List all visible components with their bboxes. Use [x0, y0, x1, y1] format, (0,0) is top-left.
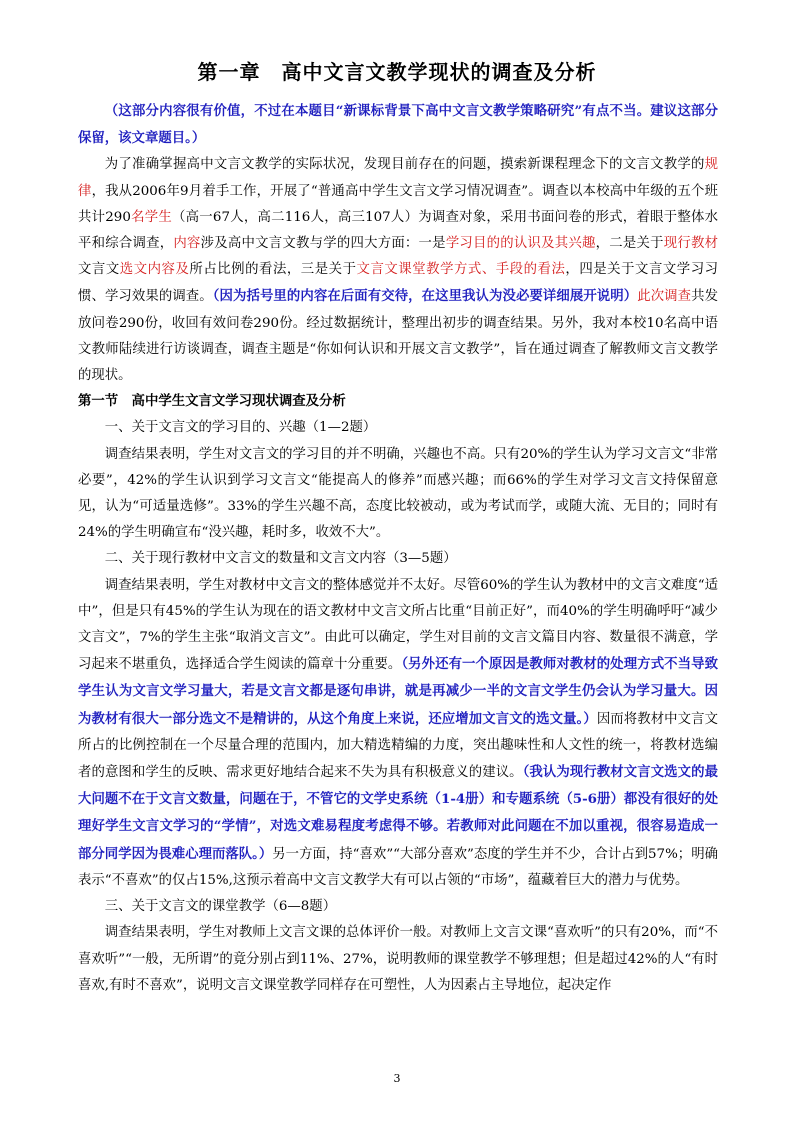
p1-highlight-teaching: 文言文课堂教学方式、手段的看法 — [356, 262, 566, 278]
document-body — [78, 98, 718, 999]
paragraph-sub3: 调查结果表明，学生对教师上文言文课的总体评价一般。对教师上文言文课“喜欢听”的只有20%，而“不喜欢听”“一般，无所谓”的竟分别占到11%、27%，说明教师的课堂教学不够理想；但是超过42%的人“有时喜欢,有时不喜欢”，说明文言文课堂教学同样存在可塑性，人为因素占主导地位，起决定作 — [78, 925, 718, 993]
subheading-3: 三、关于文言文的课堂教学（6—8题） — [104, 899, 337, 915]
sub2-note-1: （另外还有一个原因是教师对教材的处理方式不当导致学生认为文言文学习量大，若是文言文都是逐句串讲，就是再减少一半的文言文学生仍会认为学习量大。因为教材有很大一部分选文不是精讲的，从这个角度上来说，还应增加文言文的选文量。） — [78, 656, 718, 727]
intro-note — [78, 98, 718, 152]
p1-highlight-content: 内容 — [173, 236, 201, 252]
p1-note: （因为括号里的内容在后面有交待，在这里我认为没必要详细展开说明） — [212, 288, 638, 305]
p1-text-m: 所占比例的看法，三是关于 — [189, 262, 357, 278]
sub2-text-c: 另一方面，持“喜欢”“大部分喜欢”态度的学生并不少，合计占到57%；明确表示“不喜欢”的仅占15%,这预示着高中文言文教学大有可以占领的“市场”，蕴藏着巨大的潜力与优势。 — [78, 846, 718, 888]
p1-text-i: ，二是关于 — [595, 236, 664, 252]
p1-highlight-purpose: 学习目的的认识及其兴趣 — [445, 236, 596, 252]
paragraph-sub2 — [78, 573, 718, 894]
sub2-text-a: 调查结果表明，学生对教材中文言文的整体感觉并不太好。尽管60%的学生认为教材中的文言文难度“适中”，但是只有45%的学生认为现在的语文教材中文言文所占比重“目前正好”，而40%的学生明确呼吁“减少文言文”，7%的学生主张“取消文言文”。由此可以确定，学生对目前的文言文篇目内容、数量很不满意，学习起来不堪重负，选择适合学生阅读的篇章十分重要。 — [78, 577, 718, 673]
p1-text-a: 为了准确掌握高中文言文教学的实际状况，发现目前存在的问题，摸索新课程理念下的文言文教学的 — [104, 157, 705, 173]
p1-text-o: ，四是关于文言文学习习惯、学习效果的调查。 — [78, 262, 719, 305]
p1-highlight-survey: 此次调查 — [637, 289, 692, 305]
subheading-2: 二、关于现行教材中文言文的数量和文言文内容（3—5题） — [104, 551, 457, 567]
p1-text-k: 文言文 — [78, 262, 120, 278]
p1-text-c: ，我从2006年9月着手工作，开展了“普通高中学生文言文学习情况调查”。调查以本校高中年级的五个班共计290 — [78, 183, 718, 225]
page-number: 3 — [393, 1072, 401, 1085]
section-title: 第一节 高中学生文言文学习现状调查及分析 — [78, 394, 346, 410]
p1-text-g: 涉及高中文言文教与学的四大方面：一是 — [200, 236, 446, 252]
intro-note-text: （这部分内容很有价值，不过在本题目“新课标背景下高中文言文教学策略研究”有点不当。建议这部分保留，该文章题目。） — [78, 103, 718, 147]
p1-highlight-textbook: 现行教材 — [663, 236, 719, 252]
paragraph-sub1: 调查结果表明，学生对文言文的学习目的并不明确，兴趣也不高。只有20%的学生认为学习文言文“非常必要”，42%的学生认识到学习文言文“能提高人的修养”而感兴趣；而66%的学生对学习文言文持保留意见，认为“可适量选修”。33%的学生兴趣不高，态度比较被动，或为考试而学，或随大流、无目的；同时有24%的学生明确宣布“没兴趣，耗时多，收效不大”。 — [78, 446, 718, 541]
paragraph-intro — [78, 152, 718, 389]
p1-highlight-students: 名学生 — [130, 209, 173, 225]
p1-highlight-law: 规律 — [78, 157, 718, 199]
sub2-note-2: （我认为现行教材文言文选文的最大问题不在于文言文数量，问题在于，不管它的文学史系统（1-4册）和专题系统（5-6册）都没有很好的处理好学生文言文学习的“学情”，对选文难易程度考虑得不够。若教师对此问题在不加以重视，很容易造成一部分同学因为畏难心理而落队。） — [78, 764, 718, 862]
sub2-text-b: 因而将教材中文言文所占的比例控制在一个尽量合理的范围内，加大精选精编的力度，突出趣味性和人文性的统一，将教材选编者的意图和学生的反映、需求更好地结合起来不失为具有积极意义的建议。 — [78, 711, 718, 781]
chapter-title: 第一章 高中文言文教学现状的调查及分析 — [197, 60, 597, 84]
p1-text-r: 共发放问卷290份，收回有效问卷290份。经过数据统计，整理出初步的调查结果。另外，我对本校10名高中语文教师陆续进行访谈调查，调查主题是“你如何认识和开展文言文教学”，旨在通过调查了解教师文言文教学的现状。 — [78, 289, 719, 384]
p1-highlight-selection: 选文内容及 — [119, 262, 190, 278]
p1-text-e: （高一67人，高二116人，高三107人）为调查对象，采用书面问卷的形式，着眼于整体水平和综合调查， — [78, 209, 719, 252]
subheading-1: 一、关于文言文的学习目的、兴趣（1—2题） — [104, 420, 377, 436]
